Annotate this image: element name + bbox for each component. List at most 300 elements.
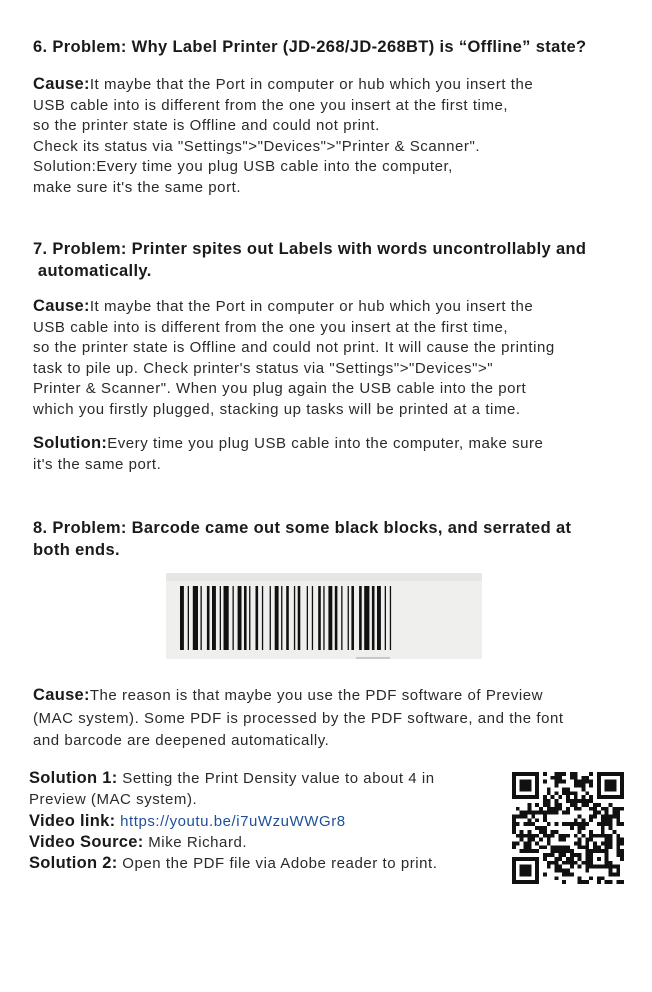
qr-module [601,876,605,880]
barcode-bar [188,586,189,650]
section-7-cause-label: Cause: [33,297,90,315]
section-8-cause-label: Cause: [33,686,90,704]
qr-module [527,822,531,826]
barcode-bar [377,586,381,650]
qr-module [527,803,531,807]
qr-module [589,853,593,857]
qr-module [616,849,620,853]
qr-module [589,865,593,869]
qr-module [589,834,593,838]
qr-module [512,880,539,884]
qr-module [531,849,535,853]
section-7-heading [33,238,586,282]
qr-module [609,818,613,822]
qr-module [512,772,539,776]
barcode-bar [249,586,250,650]
qr-module [531,838,535,842]
qr-module [551,834,555,838]
section-8-heading-line: both ends. [33,541,120,559]
qr-module [527,849,531,853]
qr-module [524,811,528,815]
qr-module [554,845,558,849]
qr-module [543,811,547,815]
qr-module [570,799,574,803]
qr-module [578,784,582,788]
qr-module [616,845,620,849]
barcode-bar [193,586,198,650]
qr-module [543,853,547,857]
qr-module [612,807,616,811]
qr-module [562,791,566,795]
qr-module [612,814,616,818]
qr-module [543,834,547,838]
qr-module [558,849,562,853]
qr-module [512,814,516,818]
qr-module [578,799,582,803]
qr-module [605,849,609,853]
qr-module [527,834,531,838]
qr-module [531,811,535,815]
qr-module [574,853,578,857]
section-7-solution-line: it's the same port. [33,455,162,473]
qr-module [574,842,578,846]
qr-module [543,803,547,807]
qr-module [516,807,520,811]
qr-module [547,803,551,807]
qr-module [539,845,543,849]
qr-module [554,784,558,788]
qr-module [609,880,613,884]
barcode-bar [359,586,362,650]
qr-module [601,807,605,811]
qr-module [620,772,624,799]
qr-module [589,849,593,853]
section-7-cause-line: which you firstly plugged, stacking up tasks will be printed at a time. [33,400,521,418]
qr-module [620,853,624,857]
qr-module [520,814,524,818]
barcode-bar [286,586,289,650]
qr-module [574,834,578,838]
qr-module [558,869,562,873]
qr-module [582,826,586,830]
qr-module [566,799,570,803]
qr-module [620,880,624,884]
barcode-bar [220,586,221,650]
qr-module [547,791,551,795]
qr-module [574,803,578,807]
qr-module [597,772,601,799]
qr-module [547,799,551,803]
barcode-bar [270,586,271,650]
qr-module [566,811,570,815]
qr-module [562,853,566,857]
qr-module [566,834,570,838]
qr-module [570,849,574,853]
qr-module [562,861,566,865]
qr-module [570,865,574,869]
qr-module [609,845,613,849]
qr-module [524,842,528,846]
qr-module [609,814,613,818]
qr-module [554,830,558,834]
barcode-bar [262,586,263,650]
qr-module [558,795,562,799]
qr-module [547,865,551,869]
section-8-solutions [29,768,437,874]
qr-module [547,834,551,838]
qr-module [605,818,609,822]
qr-module [539,838,543,842]
qr-module [609,865,613,869]
qr-module [527,811,531,815]
qr-module [616,869,620,873]
qr-module [597,845,601,849]
qr-module [578,857,582,861]
section-6-cause [33,74,533,198]
qr-module [616,880,620,884]
barcode-bar [294,586,295,650]
qr-module [585,791,589,795]
qr-module [585,880,589,884]
solution-2-text: Open the PDF file via Adobe reader to print. [117,855,438,873]
qr-module [574,780,578,784]
barcode-image [166,573,482,659]
qr-module [516,842,520,846]
qr-module [585,849,589,853]
qr-module [554,791,558,795]
qr-module [578,842,582,846]
qr-module [535,772,539,799]
qr-module [597,811,601,815]
section-7-heading-line: 7. Problem: Printer spites out Labels with words uncontrollably and [33,240,587,258]
qr-module [547,807,551,811]
qr-module [589,807,593,811]
qr-module [589,784,593,788]
qr-module [578,780,582,784]
qr-module [585,857,589,861]
qr-module [574,861,578,865]
section-7-solution-label: Solution: [33,434,108,452]
qr-module [601,826,605,830]
qr-module [558,845,562,849]
barcode-bar [298,586,301,650]
qr-module [512,795,539,799]
qr-module [554,861,558,865]
qr-module [535,842,539,846]
qr-module [566,869,570,873]
section-8-cause-line: and barcode are deepened automatically. [33,732,330,749]
qr-module [551,853,555,857]
qr-module [589,814,593,818]
section-7-solution-line: Every time you plug USB cable into the computer, make sure [107,435,544,452]
qr-module [578,838,582,842]
qr-module [554,849,558,853]
qr-code-icon [512,772,624,884]
qr-module [516,814,520,818]
qr-module [527,818,531,822]
qr-module [547,787,551,791]
section-7-cause-line: USB cable into is different from the one you insert at the first time, [33,318,509,336]
qr-module [585,799,589,803]
section-8-heading [33,517,571,561]
qr-module [570,776,574,780]
qr-module [543,780,547,784]
qr-module [609,803,613,807]
qr-module [520,838,524,842]
qr-module [605,853,609,857]
qr-module [585,822,589,826]
qr-module [601,849,605,853]
video-link[interactable]: https://youtu.be/i7uWzuWWGr8 [115,812,346,830]
barcode-bar [335,586,338,650]
section-7-cause-line: Printer & Scanner". When you plug again the USB cable into the port [33,380,527,397]
qr-module [535,849,539,853]
barcode-bar [312,586,313,650]
qr-module [609,872,613,876]
qr-module [524,845,528,849]
barcode-bar [364,586,369,650]
barcode-bar [224,586,229,650]
qr-module [554,803,558,807]
barcode-bar [275,586,279,650]
qr-module [524,822,528,826]
qr-module [520,865,532,877]
qr-module [597,880,601,884]
barcode-bar [233,586,234,650]
qr-module [616,811,620,815]
qr-module [551,795,555,799]
qr-module [566,822,570,826]
qr-module [524,834,528,838]
qr-module [574,784,578,788]
qr-module [562,880,566,884]
barcode-bar [323,586,324,650]
qr-module [558,803,562,807]
qr-module [620,849,624,853]
qr-module [593,834,597,838]
qr-module [520,849,524,853]
section-8-cause [33,684,564,753]
qr-module [593,845,597,849]
qr-module [539,826,543,830]
qr-module [554,865,558,869]
qr-module [562,834,566,838]
barcode-bar [348,586,349,650]
qr-module [616,834,620,838]
section-7-cause-line: It maybe that the Port in computer or hub which you insert the [89,298,534,315]
qr-module [566,857,570,861]
qr-module [520,780,532,792]
qr-module [578,822,582,826]
qr-module [620,807,624,811]
qr-module [527,845,531,849]
qr-module [601,865,605,869]
qr-module [597,822,601,826]
qr-module [531,834,535,838]
barcode-bar [307,586,308,650]
qr-module [551,807,555,811]
qr-module [585,845,589,849]
qr-module [605,780,617,792]
qr-module [605,865,609,869]
qr-module [609,842,613,846]
qr-module [535,857,539,884]
qr-module [524,849,528,853]
qr-module [520,834,524,838]
qr-module [570,826,574,830]
qr-module [612,811,616,815]
video-source-value: Mike Richard. [143,833,248,851]
qr-module [582,803,586,807]
qr-module [558,772,562,776]
qr-module [562,787,566,791]
qr-module [582,880,586,884]
solution-1-text: Setting the Print Density value to about 4 in [117,770,435,787]
qr-module [620,857,624,861]
qr-module [582,780,586,784]
qr-module [589,795,593,799]
qr-module [605,861,609,865]
qr-module [554,772,558,776]
qr-module [620,822,624,826]
qr-module [582,799,586,803]
qr-module [516,834,520,838]
qr-module [531,814,535,818]
qr-module [512,826,516,830]
qr-module [582,784,586,788]
qr-module [527,842,531,846]
qr-module [578,807,582,811]
qr-module [531,822,535,826]
qr-module [597,849,601,853]
qr-module [554,857,558,861]
qr-module [570,822,574,826]
qr-module [558,780,562,784]
barcode-bar [385,586,386,650]
qr-module [605,807,609,811]
qr-module [512,845,516,849]
qr-module [554,822,558,826]
video-source-label: Video Source: [29,832,144,851]
qr-module [574,822,578,826]
qr-module [566,872,570,876]
qr-module [539,811,543,815]
section-6-cause-line: USB cable into is different from the one you insert at the first time, [33,96,509,114]
qr-module [589,772,593,776]
qr-module [597,772,624,776]
section-7-heading-line: automatically. [33,262,152,280]
barcode-photo [166,573,482,659]
barcode-bar [328,586,332,650]
qr-module [566,849,570,853]
qr-module [543,818,547,822]
qr-module [520,811,524,815]
qr-module [535,834,539,838]
qr-module [543,772,547,776]
section-6-cause-line: so the printer state is Offline and could not print. [33,117,380,134]
solution-2-label: Solution 2: [29,854,118,873]
qr-module [578,814,582,818]
qr-module [554,799,558,803]
qr-module [609,869,613,873]
qr-module [543,795,547,799]
qr-module [597,795,624,799]
qr-module [597,803,601,807]
qr-module [582,776,586,780]
qr-module [570,857,574,861]
qr-module [601,842,605,846]
qr-module [605,834,609,838]
qr-module [616,865,620,869]
qr-module [558,865,562,869]
qr-module [574,799,578,803]
qr-module [535,826,539,830]
barcode-bar [390,586,391,650]
qr-module [589,838,593,842]
qr-module [593,865,597,869]
barcode-bar [207,586,210,650]
qr-module [616,842,620,846]
qr-module [601,818,605,822]
qr-module [597,865,601,869]
barcode-bar [318,586,321,650]
qr-module [616,807,620,811]
qr-module [593,803,597,807]
qr-module [585,776,589,780]
qr-module [512,822,516,826]
solution-1-label: Solution 1: [29,769,118,787]
qr-module [589,780,593,784]
qr-module [566,807,570,811]
qr-module [566,787,570,791]
qr-module [524,814,528,818]
qr-module [616,872,620,876]
qr-module [605,822,609,826]
qr-module [578,876,582,880]
qr-module [512,818,516,822]
qr-module [605,880,609,884]
qr-module [512,772,516,799]
qr-module [589,830,593,834]
qr-module [585,853,589,857]
qr-module [570,772,574,776]
qr-module [566,795,570,799]
section-6-cause-line: Check its status via "Settings">"Devices">"Printer & Scanner". [33,137,481,155]
qr-module [593,814,597,818]
section-8-heading-line: 8. Problem: Barcode came out some black blocks, and serrated at [33,519,572,537]
qr-module [585,803,589,807]
qr-module [516,822,520,826]
qr-module [570,853,574,857]
qr-module [582,818,586,822]
section-6-cause-line: It maybe that the Port in computer or hub which you insert the [89,76,534,93]
qr-module [578,830,582,834]
qr-module [566,861,570,865]
section-7-cause [33,296,555,420]
qr-module [589,818,593,822]
qr-module [554,869,558,873]
qr-module [589,861,593,865]
qr-module [543,830,547,834]
qr-module [574,776,578,780]
qr-module [605,842,609,846]
qr-module [512,830,516,834]
qr-module [554,776,558,780]
qr-module [585,842,589,846]
qr-module [589,876,593,880]
qr-module [597,876,601,880]
barcode-bar [201,586,202,650]
